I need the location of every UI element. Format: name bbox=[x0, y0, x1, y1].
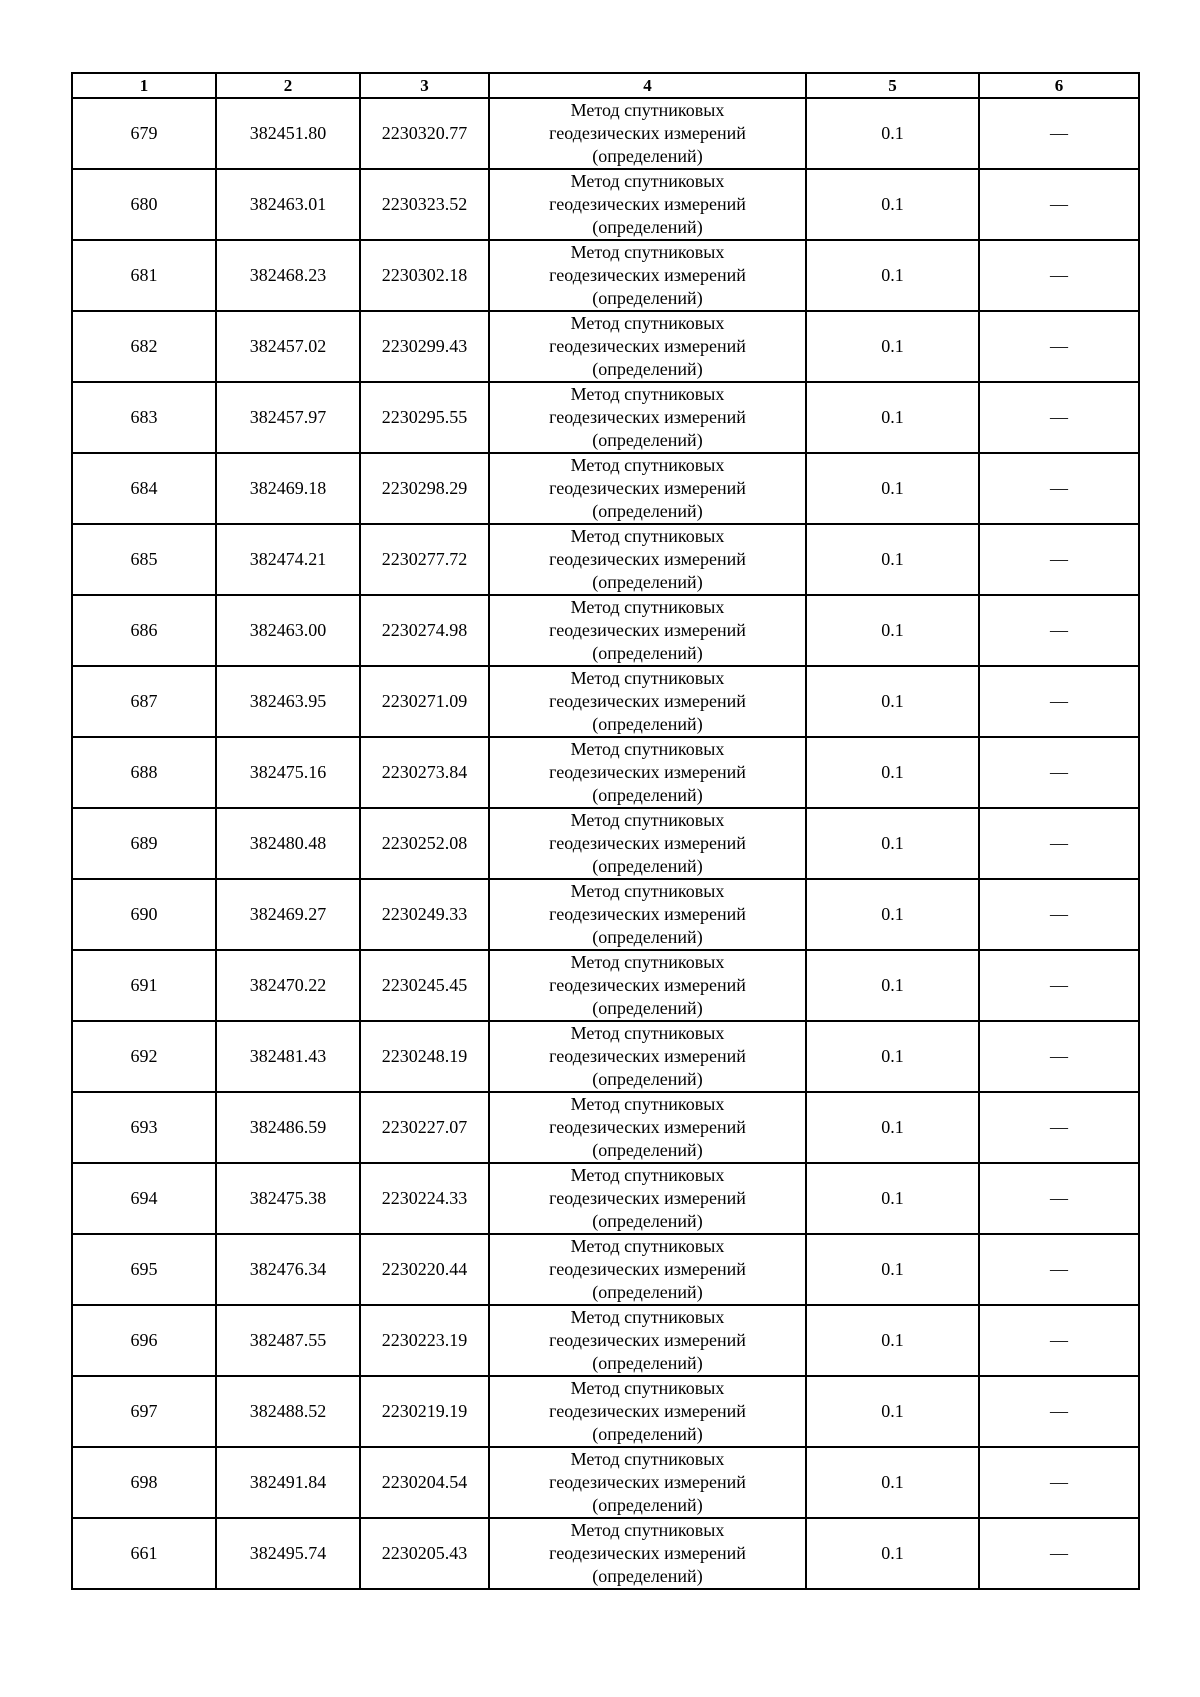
y-coordinate-cell: 2230223.19 bbox=[360, 1305, 489, 1376]
method-text-line: Метод спутниковых bbox=[570, 1378, 725, 1398]
point-number-cell: 685 bbox=[72, 524, 216, 595]
accuracy-cell: 0.1 bbox=[806, 950, 979, 1021]
point-number-cell: 690 bbox=[72, 879, 216, 950]
point-number-cell: 692 bbox=[72, 1021, 216, 1092]
x-coordinate-cell: 382495.74 bbox=[216, 1518, 360, 1589]
point-number-cell: 696 bbox=[72, 1305, 216, 1376]
y-coordinate-cell: 2230298.29 bbox=[360, 453, 489, 524]
method-text-line: Метод спутниковых bbox=[570, 881, 725, 901]
method-text-line: (определений) bbox=[592, 288, 703, 308]
method-text-line: Метод спутниковых bbox=[570, 384, 725, 404]
point-number-cell: 679 bbox=[72, 98, 216, 169]
column-header-4: 4 bbox=[489, 73, 806, 98]
y-coordinate-cell: 2230224.33 bbox=[360, 1163, 489, 1234]
y-coordinate-cell: 2230295.55 bbox=[360, 382, 489, 453]
method-text-line: (определений) bbox=[592, 217, 703, 237]
note-cell: — bbox=[979, 382, 1139, 453]
x-coordinate-cell: 382451.80 bbox=[216, 98, 360, 169]
accuracy-cell: 0.1 bbox=[806, 524, 979, 595]
point-number-cell: 694 bbox=[72, 1163, 216, 1234]
method-text-line: геодезических измерений bbox=[549, 407, 746, 427]
method-text-line: геодезических измерений bbox=[549, 833, 746, 853]
x-coordinate-cell: 382469.18 bbox=[216, 453, 360, 524]
point-number-cell: 693 bbox=[72, 1092, 216, 1163]
method-text-line: (определений) bbox=[592, 1353, 703, 1373]
point-number-cell: 691 bbox=[72, 950, 216, 1021]
method-cell bbox=[489, 453, 806, 524]
y-coordinate-cell: 2230277.72 bbox=[360, 524, 489, 595]
method-text-line: Метод спутниковых bbox=[570, 668, 725, 688]
column-header-2: 2 bbox=[216, 73, 360, 98]
table-row bbox=[72, 240, 1139, 311]
y-coordinate-cell: 2230220.44 bbox=[360, 1234, 489, 1305]
method-text-line: (определений) bbox=[592, 927, 703, 947]
point-number-cell: 698 bbox=[72, 1447, 216, 1518]
note-cell: — bbox=[979, 879, 1139, 950]
method-text-line: (определений) bbox=[592, 785, 703, 805]
accuracy-cell: 0.1 bbox=[806, 879, 979, 950]
x-coordinate-cell: 382487.55 bbox=[216, 1305, 360, 1376]
method-text-line: Метод спутниковых bbox=[570, 455, 725, 475]
x-coordinate-cell: 382481.43 bbox=[216, 1021, 360, 1092]
method-cell bbox=[489, 737, 806, 808]
accuracy-cell: 0.1 bbox=[806, 595, 979, 666]
column-header-5: 5 bbox=[806, 73, 979, 98]
method-text-line: геодезических измерений bbox=[549, 123, 746, 143]
point-number-cell: 684 bbox=[72, 453, 216, 524]
note-cell: — bbox=[979, 1092, 1139, 1163]
accuracy-cell: 0.1 bbox=[806, 1092, 979, 1163]
method-cell bbox=[489, 879, 806, 950]
accuracy-cell: 0.1 bbox=[806, 1518, 979, 1589]
accuracy-cell: 0.1 bbox=[806, 808, 979, 879]
note-cell: — bbox=[979, 950, 1139, 1021]
table-row bbox=[72, 666, 1139, 737]
method-cell bbox=[489, 1447, 806, 1518]
method-text-line: Метод спутниковых bbox=[570, 1520, 725, 1540]
x-coordinate-cell: 382457.97 bbox=[216, 382, 360, 453]
table-row bbox=[72, 1305, 1139, 1376]
x-coordinate-cell: 382475.16 bbox=[216, 737, 360, 808]
point-number-cell: 695 bbox=[72, 1234, 216, 1305]
accuracy-cell: 0.1 bbox=[806, 1305, 979, 1376]
header-row bbox=[72, 73, 1139, 98]
method-text-line: геодезических измерений bbox=[549, 1330, 746, 1350]
y-coordinate-cell: 2230204.54 bbox=[360, 1447, 489, 1518]
x-coordinate-cell: 382463.95 bbox=[216, 666, 360, 737]
accuracy-cell: 0.1 bbox=[806, 1447, 979, 1518]
column-header-3: 3 bbox=[360, 73, 489, 98]
note-cell: — bbox=[979, 595, 1139, 666]
point-number-cell: 686 bbox=[72, 595, 216, 666]
note-cell: — bbox=[979, 240, 1139, 311]
accuracy-cell: 0.1 bbox=[806, 240, 979, 311]
table-row bbox=[72, 1447, 1139, 1518]
method-text-line: (определений) bbox=[592, 1069, 703, 1089]
point-number-cell: 661 bbox=[72, 1518, 216, 1589]
method-text-line: геодезических измерений bbox=[549, 336, 746, 356]
method-text-line: геодезических измерений bbox=[549, 1472, 746, 1492]
point-number-cell: 681 bbox=[72, 240, 216, 311]
table-row bbox=[72, 879, 1139, 950]
table-row bbox=[72, 311, 1139, 382]
method-text-line: (определений) bbox=[592, 1211, 703, 1231]
x-coordinate-cell: 382476.34 bbox=[216, 1234, 360, 1305]
method-text-line: (определений) bbox=[592, 359, 703, 379]
method-text-line: Метод спутниковых bbox=[570, 242, 725, 262]
table-row bbox=[72, 1092, 1139, 1163]
table-row bbox=[72, 737, 1139, 808]
point-number-cell: 687 bbox=[72, 666, 216, 737]
accuracy-cell: 0.1 bbox=[806, 453, 979, 524]
x-coordinate-cell: 382463.01 bbox=[216, 169, 360, 240]
method-text-line: Метод спутниковых bbox=[570, 1307, 725, 1327]
point-number-cell: 682 bbox=[72, 311, 216, 382]
y-coordinate-cell: 2230323.52 bbox=[360, 169, 489, 240]
method-text-line: (определений) bbox=[592, 501, 703, 521]
method-text-line: геодезических измерений bbox=[549, 1259, 746, 1279]
method-cell bbox=[489, 311, 806, 382]
table-row bbox=[72, 1518, 1139, 1589]
method-text-line: геодезических измерений bbox=[549, 1046, 746, 1066]
accuracy-cell: 0.1 bbox=[806, 1234, 979, 1305]
accuracy-cell: 0.1 bbox=[806, 1021, 979, 1092]
note-cell: — bbox=[979, 1376, 1139, 1447]
method-text-line: Метод спутниковых bbox=[570, 100, 725, 120]
table-row bbox=[72, 524, 1139, 595]
table-row bbox=[72, 1163, 1139, 1234]
method-text-line: Метод спутниковых bbox=[570, 1023, 725, 1043]
method-text-line: (определений) bbox=[592, 998, 703, 1018]
note-cell: — bbox=[979, 1021, 1139, 1092]
method-text-line: Метод спутниковых bbox=[570, 810, 725, 830]
note-cell: — bbox=[979, 1234, 1139, 1305]
method-text-line: Метод спутниковых bbox=[570, 526, 725, 546]
y-coordinate-cell: 2230299.43 bbox=[360, 311, 489, 382]
method-cell bbox=[489, 240, 806, 311]
method-text-line: геодезических измерений bbox=[549, 194, 746, 214]
accuracy-cell: 0.1 bbox=[806, 169, 979, 240]
method-text-line: Метод спутниковых bbox=[570, 313, 725, 333]
y-coordinate-cell: 2230320.77 bbox=[360, 98, 489, 169]
method-cell bbox=[489, 1376, 806, 1447]
y-coordinate-cell: 2230249.33 bbox=[360, 879, 489, 950]
method-text-line: Метод спутниковых bbox=[570, 739, 725, 759]
note-cell: — bbox=[979, 1447, 1139, 1518]
table-row bbox=[72, 1234, 1139, 1305]
method-text-line: Метод спутниковых bbox=[570, 1165, 725, 1185]
method-cell bbox=[489, 169, 806, 240]
method-text-line: (определений) bbox=[592, 1424, 703, 1444]
method-cell bbox=[489, 808, 806, 879]
x-coordinate-cell: 382491.84 bbox=[216, 1447, 360, 1518]
y-coordinate-cell: 2230274.98 bbox=[360, 595, 489, 666]
y-coordinate-cell: 2230271.09 bbox=[360, 666, 489, 737]
method-text-line: (определений) bbox=[592, 1495, 703, 1515]
x-coordinate-cell: 382486.59 bbox=[216, 1092, 360, 1163]
y-coordinate-cell: 2230227.07 bbox=[360, 1092, 489, 1163]
method-cell bbox=[489, 98, 806, 169]
y-coordinate-cell: 2230219.19 bbox=[360, 1376, 489, 1447]
method-text-line: Метод спутниковых bbox=[570, 1449, 725, 1469]
table-row bbox=[72, 98, 1139, 169]
method-text-line: (определений) bbox=[592, 1140, 703, 1160]
table-row bbox=[72, 382, 1139, 453]
y-coordinate-cell: 2230248.19 bbox=[360, 1021, 489, 1092]
note-cell: — bbox=[979, 1518, 1139, 1589]
note-cell: — bbox=[979, 311, 1139, 382]
method-text-line: Метод спутниковых bbox=[570, 171, 725, 191]
method-text-line: геодезических измерений bbox=[549, 762, 746, 782]
method-cell bbox=[489, 595, 806, 666]
method-text-line: Метод спутниковых bbox=[570, 952, 725, 972]
note-cell: — bbox=[979, 737, 1139, 808]
method-text-line: (определений) bbox=[592, 430, 703, 450]
method-text-line: геодезических измерений bbox=[549, 478, 746, 498]
method-cell bbox=[489, 1163, 806, 1234]
method-text-line: (определений) bbox=[592, 572, 703, 592]
method-cell bbox=[489, 1305, 806, 1376]
accuracy-cell: 0.1 bbox=[806, 311, 979, 382]
x-coordinate-cell: 382457.02 bbox=[216, 311, 360, 382]
method-text-line: геодезических измерений bbox=[549, 1543, 746, 1563]
accuracy-cell: 0.1 bbox=[806, 1376, 979, 1447]
column-header-6: 6 bbox=[979, 73, 1139, 98]
table-row bbox=[72, 1021, 1139, 1092]
y-coordinate-cell: 2230245.45 bbox=[360, 950, 489, 1021]
note-cell: — bbox=[979, 666, 1139, 737]
x-coordinate-cell: 382470.22 bbox=[216, 950, 360, 1021]
method-text-line: (определений) bbox=[592, 856, 703, 876]
method-text-line: геодезических измерений bbox=[549, 1401, 746, 1421]
x-coordinate-cell: 382488.52 bbox=[216, 1376, 360, 1447]
y-coordinate-cell: 2230205.43 bbox=[360, 1518, 489, 1589]
note-cell: — bbox=[979, 1305, 1139, 1376]
method-text-line: геодезических измерений bbox=[549, 549, 746, 569]
note-cell: — bbox=[979, 1163, 1139, 1234]
accuracy-cell: 0.1 bbox=[806, 666, 979, 737]
note-cell: — bbox=[979, 169, 1139, 240]
x-coordinate-cell: 382480.48 bbox=[216, 808, 360, 879]
method-text-line: (определений) bbox=[592, 643, 703, 663]
note-cell: — bbox=[979, 98, 1139, 169]
method-cell bbox=[489, 1518, 806, 1589]
column-header-1: 1 bbox=[72, 73, 216, 98]
point-number-cell: 688 bbox=[72, 737, 216, 808]
method-text-line: геодезических измерений bbox=[549, 620, 746, 640]
method-text-line: геодезических измерений bbox=[549, 975, 746, 995]
point-number-cell: 689 bbox=[72, 808, 216, 879]
method-text-line: геодезических измерений bbox=[549, 1117, 746, 1137]
table-row bbox=[72, 169, 1139, 240]
accuracy-cell: 0.1 bbox=[806, 382, 979, 453]
method-cell bbox=[489, 1092, 806, 1163]
method-text-line: геодезических измерений bbox=[549, 1188, 746, 1208]
x-coordinate-cell: 382475.38 bbox=[216, 1163, 360, 1234]
method-text-line: (определений) bbox=[592, 146, 703, 166]
point-number-cell: 680 bbox=[72, 169, 216, 240]
y-coordinate-cell: 2230302.18 bbox=[360, 240, 489, 311]
method-cell bbox=[489, 666, 806, 737]
note-cell: — bbox=[979, 453, 1139, 524]
accuracy-cell: 0.1 bbox=[806, 1163, 979, 1234]
method-cell bbox=[489, 382, 806, 453]
table-row bbox=[72, 950, 1139, 1021]
accuracy-cell: 0.1 bbox=[806, 98, 979, 169]
point-number-cell: 683 bbox=[72, 382, 216, 453]
x-coordinate-cell: 382469.27 bbox=[216, 879, 360, 950]
method-text-line: геодезических измерений bbox=[549, 691, 746, 711]
method-text-line: геодезических измерений bbox=[549, 265, 746, 285]
method-text-line: (определений) bbox=[592, 1566, 703, 1586]
method-text-line: Метод спутниковых bbox=[570, 597, 725, 617]
table-header bbox=[72, 73, 1139, 98]
table-row bbox=[72, 808, 1139, 879]
table-row bbox=[72, 453, 1139, 524]
table-row bbox=[72, 595, 1139, 666]
method-cell bbox=[489, 524, 806, 595]
x-coordinate-cell: 382463.00 bbox=[216, 595, 360, 666]
x-coordinate-cell: 382474.21 bbox=[216, 524, 360, 595]
y-coordinate-cell: 2230273.84 bbox=[360, 737, 489, 808]
method-text-line: Метод спутниковых bbox=[570, 1094, 725, 1114]
point-number-cell: 697 bbox=[72, 1376, 216, 1447]
method-cell bbox=[489, 950, 806, 1021]
method-text-line: (определений) bbox=[592, 1282, 703, 1302]
note-cell: — bbox=[979, 808, 1139, 879]
coordinates-table bbox=[71, 72, 1140, 1590]
x-coordinate-cell: 382468.23 bbox=[216, 240, 360, 311]
table-row bbox=[72, 1376, 1139, 1447]
y-coordinate-cell: 2230252.08 bbox=[360, 808, 489, 879]
method-text-line: геодезических измерений bbox=[549, 904, 746, 924]
method-text-line: (определений) bbox=[592, 714, 703, 734]
method-cell bbox=[489, 1021, 806, 1092]
table-body bbox=[72, 98, 1139, 1589]
method-cell bbox=[489, 1234, 806, 1305]
accuracy-cell: 0.1 bbox=[806, 737, 979, 808]
method-text-line: Метод спутниковых bbox=[570, 1236, 725, 1256]
note-cell: — bbox=[979, 524, 1139, 595]
